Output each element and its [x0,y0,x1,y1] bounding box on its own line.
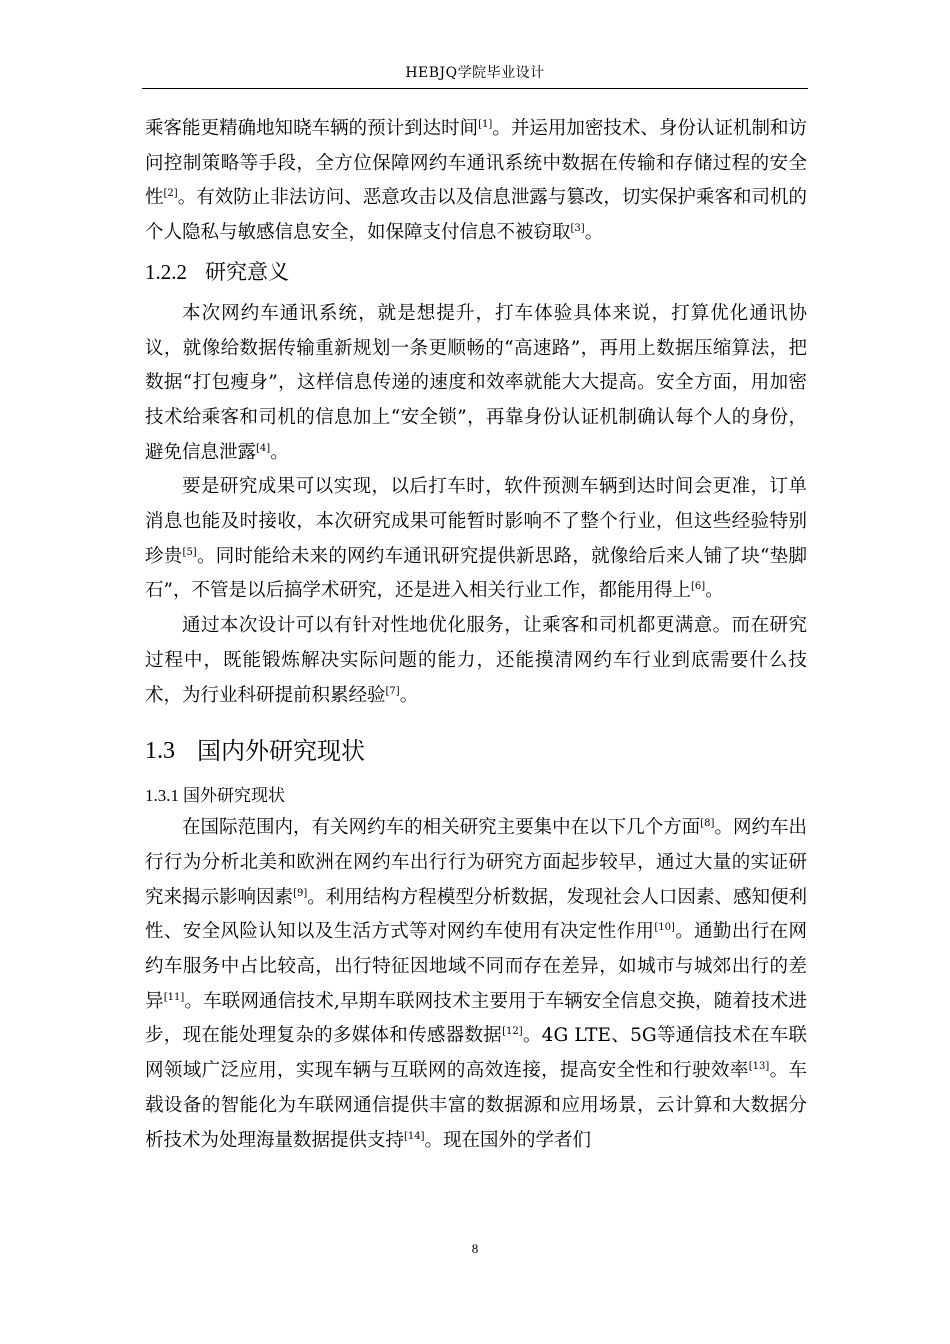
citation: [9] [293,887,308,899]
citation: [4] [256,442,271,454]
text: 。车联网通信技术,早期车联网技术主要用于车辆安全信息交换，随着技术进步，现在能处理复杂的多媒体和传感器数据 [145,990,807,1047]
citation: [12] [502,1026,523,1038]
citation: [10] [654,922,675,934]
text: 。通勤出行在网约车服务中占比较高，出行特征因地域不同而存在差异，如城市与城郊出行的差异 [145,921,807,1012]
section-heading-1-3 [145,731,807,771]
section-heading-1-3-1 [145,781,807,811]
text: 乘客能更精确地知晓车辆的预计到达时间 [145,118,479,139]
text: 在国际范围内，有关网约车的相关研究主要集中在以下几个方面 [182,817,701,839]
text: 本次网约车通讯系统，就是想提升，打车体验具体来说，打算优化通讯协议，就像给数据传输重新规划一条更顺畅的“高速路”，再用上数据压缩算法，把数据“打包瘦身”，这样信息传递的速度和效率就能大大提高。安全方面，用加密技术给乘客和司机的信息加上“安全锁”，再靠身份认证机制确认每个人的身份，避免信息泄露 [145,302,807,463]
text: 。车载设备的智能化为车联网通信提供丰富的数据源和应用场景，云计算和大数据分析技术为处理海量数据提供支持 [145,1060,807,1151]
text: 。现在国外的学者们 [424,1129,592,1151]
paragraph-significance-1 [145,297,807,471]
paragraph-intro [145,112,807,251]
text: 。 [584,222,604,244]
paragraph-significance-2 [145,470,807,609]
section-number: 1.3.1 [145,786,179,806]
text: 。 [705,580,724,602]
citation: [6] [690,581,706,593]
citation: [7] [385,685,400,697]
section-title: 国内外研究现状 [197,737,365,766]
section-title: 国外研究现状 [183,786,285,807]
text: 通过本次设计可以有针对性地优化服务，让乘客和司机都更满意。而在研究过程中，既能锻炼解决实际问题的能力，还能摸清网约车行业到底需要什么技术，为行业科研提前积累经验 [145,615,807,706]
header-rule [142,88,808,89]
text: 要是研究成果可以实现，以后打车时，软件预测车辆到达时间会更准，订单消息也能及时接收，本次研究成果可能暂时影响不了整个行业，但这些经验特别珍贵 [145,476,807,567]
section-heading-1-2-2 [145,255,807,289]
text: 。 [270,441,289,463]
citation: [1] [478,119,493,130]
text: 。网约车出行行为分析北美和欧洲在网约车出行行为研究方面起步较早，通过大量的实证研究来揭示影响因素 [145,817,807,908]
text: 。并运用加密技术、身份认证机制和访问控制策略等手段，全方位保障网约车通讯系统中数据在传输和存储过程的安全性 [145,118,807,209]
page-number: 8 [471,1241,479,1256]
citation: [8] [700,818,715,830]
text: 。 [399,684,419,706]
section-number: 1.2.2 [145,259,187,284]
text: 。有效防止非法访问、恶意攻击以及信息泄露与篡改，切实保护乘客和司机的个人隐私与敏感信息安全，如保障支付信息不被窃取 [145,187,807,244]
text: 。4G LTE、5G等通信技术在车联网领域广泛应用，实现车辆与互联网的高效连接，提高安全性和行驶效率 [145,1025,807,1082]
page-body [145,112,807,1158]
text: 。同时能给未来的网约车通讯研究提供新思路，就像给后来人铺了块“垫脚石”，不管是以后搞学术研究，还是进入相关行业工作，都能用得上 [145,545,807,602]
citation: [14] [404,1130,425,1142]
citation: [3] [570,223,585,235]
section-title: 研究意义 [205,259,289,284]
text: 。利用结构方程模型分析数据，发现社会人口因素、感知便利性、安全风险认知以及生活方式等对网约车使用有决定性作用 [145,886,807,943]
citation: [5] [182,546,197,558]
citation: [2] [163,188,178,200]
paragraph-foreign-research [145,811,807,1158]
page-header: HEBJQ学院毕业设计 [405,65,545,81]
section-number: 1.3 [145,738,175,765]
paragraph-significance-3 [145,609,807,713]
citation: [13] [748,1061,770,1073]
citation: [11] [163,991,185,1003]
